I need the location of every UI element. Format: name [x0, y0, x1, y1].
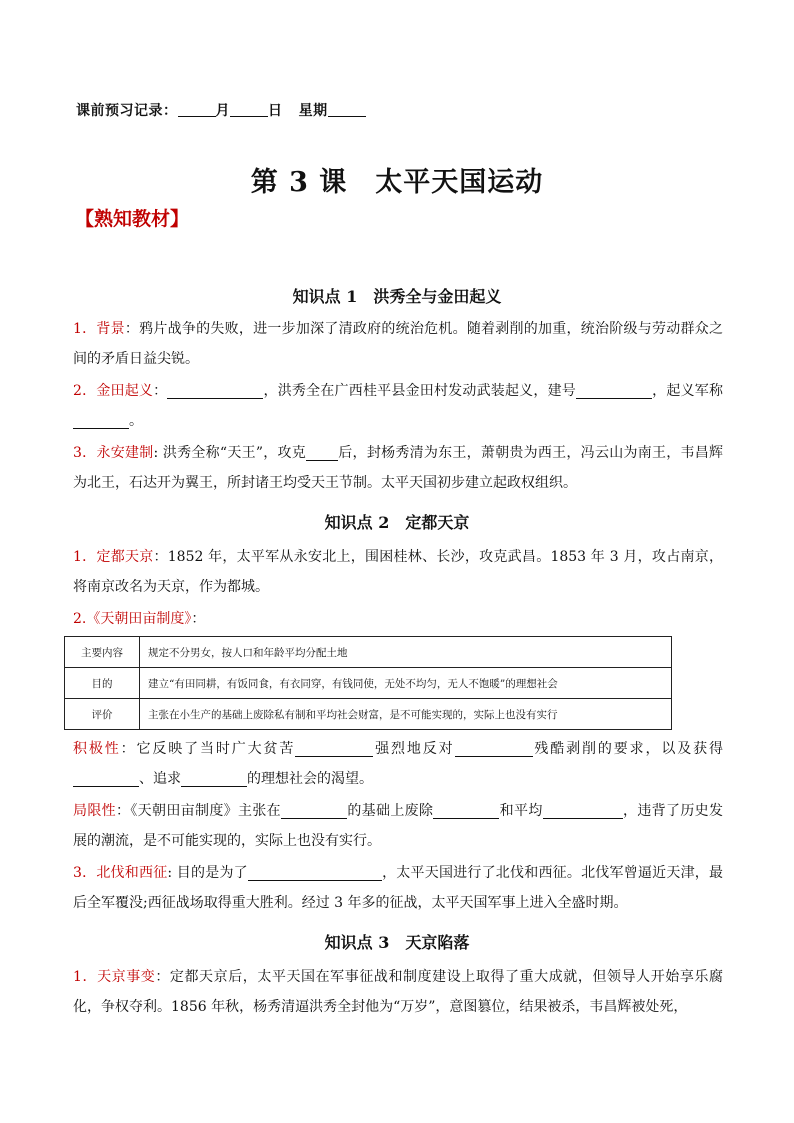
kp3-item1-num: 1． — [73, 969, 98, 985]
kp2-item-expeditions — [73, 858, 723, 918]
kp3-item1-label: 天京事变 — [97, 969, 156, 985]
kp1-item3-a: : 洪秀全称“天王”，攻克 — [153, 445, 307, 461]
kp1-item2-num: 2． — [73, 383, 97, 399]
captured-city-blank[interactable] — [306, 444, 338, 461]
kp2-item-land-system — [73, 604, 723, 634]
kp2-item3-a: : 目的是为了 — [167, 865, 248, 881]
kp1-item3-b: 后，封杨秀清为东王，萧朝贵为西王，冯云山为南王，韦昌辉为北王，石达开为翼王，所封诸王均受天王节制。太平天国初步建立起政权组织。 — [73, 445, 724, 491]
kp1-item3-label: 永安建制 — [96, 445, 154, 461]
kp2-positive — [73, 734, 723, 794]
kp2-limitation — [73, 796, 723, 856]
kp1-item2-d: 。 — [129, 413, 143, 429]
positive-e: 的理想社会的渴望。 — [247, 771, 373, 787]
kp2-item1-text: ：1852 年，太平军从永安北上，围困桂林、长沙，攻克武昌。1853 年 3 月，攻占南京，将南京改名为天京，作为都城。 — [73, 549, 723, 595]
kp3-item1-text: ：定都天京后，太平天国在军事征战和制度建设上取得了重大成就，但领导人开始享乐腐化，争权夺利。1856 年秋，杨秀清逼洪秀全封他为“万岁”，意图篡位，结果被杀，韦昌辉被处死， — [73, 969, 723, 1015]
kingdom-name-blank[interactable] — [576, 382, 652, 399]
limitation-label: 局限性 — [73, 803, 116, 819]
kp1-title: 知识点 1 洪秀全与金田起义 — [292, 287, 502, 306]
preview-label: 课前预习记录： — [76, 103, 178, 119]
kp1-item2-c: ，起义军称 — [651, 383, 723, 399]
month-blank[interactable] — [178, 102, 216, 117]
kp1-item-yongan — [73, 438, 723, 498]
kp3-title: 知识点 3 天京陷落 — [324, 933, 470, 952]
limitation-b: 的基础上废除 — [347, 803, 434, 819]
social-wealth-blank[interactable] — [543, 802, 623, 819]
uprising-date-blank[interactable] — [167, 382, 263, 399]
land-blank[interactable] — [73, 770, 139, 787]
kp1-item1-text: ：鸦片战争的失败，进一步加深了清政府的统治危机。随着剥削的加重，统治阶级与劳动群众之间的矛盾日益尖锐。 — [73, 321, 723, 367]
kp2-item-capital — [73, 542, 723, 602]
kp1-item2-label: 金田起义 — [96, 383, 154, 399]
month-label: 月 — [215, 103, 230, 119]
table-row — [65, 637, 672, 668]
weekday-blank[interactable] — [328, 102, 366, 117]
positive-d: 、追求 — [139, 771, 181, 787]
limitation-a: ：《天朝田亩制度》主张在 — [116, 803, 281, 819]
kp2-item3-b: ，太平天国进行了北伐和西征。北伐军曾逼近天津，最后全军覆没;西征战场取得重大胜利。经过 3 年多的征战，太平天国军事上进入全盛时期。 — [73, 865, 724, 911]
purpose-blank[interactable] — [248, 864, 382, 881]
table-cell: 主张在小生产的基础上废除私有制和平均社会财富，是不可能实现的，实际上也没有实行 — [140, 699, 672, 730]
positive-a: ：它反映了当时广大贫苦 — [120, 741, 296, 757]
limitation-c: 和平均 — [499, 803, 543, 819]
table-cell: 规定不分男女，按人口和年龄平均分配土地 — [140, 637, 672, 668]
kp2-item2-colon: ： — [191, 611, 206, 627]
section-tag: 【熟知教材】 — [75, 208, 190, 230]
preview-record-line — [76, 100, 366, 120]
peasants-blank[interactable] — [295, 740, 373, 757]
kp1-item1-num: 1． — [73, 321, 97, 337]
land-system-table — [64, 636, 672, 730]
small-production-blank[interactable] — [281, 802, 347, 819]
kp1-item2-a: ： — [153, 383, 168, 399]
table-head-cell: 评价 — [65, 699, 140, 730]
kp1-item-background — [73, 314, 723, 374]
limitation-d: ，违背了历史发展的潮流，是不可能实现的，实际上也没有实行。 — [73, 803, 724, 849]
table-head-cell: 目的 — [65, 668, 140, 699]
kp2-item2-heading: 2.《天朝田亩制度》 — [73, 611, 192, 627]
equality-blank[interactable] — [181, 770, 247, 787]
kp2-item1-label: 定都天京 — [96, 549, 154, 565]
positive-b: 强烈地反对 — [373, 741, 455, 757]
day-label: 日 — [268, 103, 283, 119]
positive-c: 残酷剥削的要求，以及获得 — [532, 741, 723, 757]
kp1-item2-b: ，洪秀全在广西桂平县金田村发动武装起义，建号 — [263, 383, 576, 399]
kp2-title: 知识点 2 定都天京 — [324, 513, 470, 532]
weekday-label: 星期 — [298, 103, 328, 119]
army-name-blank[interactable] — [73, 412, 129, 429]
kp1-item1-label: 背景 — [96, 321, 125, 337]
kp2-item1-num: 1． — [73, 549, 97, 565]
kp1-item-jintian — [73, 376, 723, 436]
table-head-cell: 主要内容 — [65, 637, 140, 668]
table-row — [65, 668, 672, 699]
kp1-item3-num: 3． — [73, 445, 97, 461]
landlord-class-blank[interactable] — [455, 740, 533, 757]
positive-label: 积极性 — [73, 741, 121, 757]
lesson-title: 第 3 课 太平天国运动 — [250, 167, 544, 198]
day-blank[interactable] — [230, 102, 268, 117]
table-cell: 建立“有田同耕，有饭同食，有衣同穿，有钱同使，无处不均匀，无人不饱暖”的理想社会 — [140, 668, 672, 699]
kp2-item3-label: 北伐和西征 — [96, 865, 168, 881]
kp2-item3-num: 3． — [73, 865, 97, 881]
private-ownership-blank[interactable] — [433, 802, 499, 819]
table-row — [65, 699, 672, 730]
kp3-item-incident — [73, 962, 723, 1022]
